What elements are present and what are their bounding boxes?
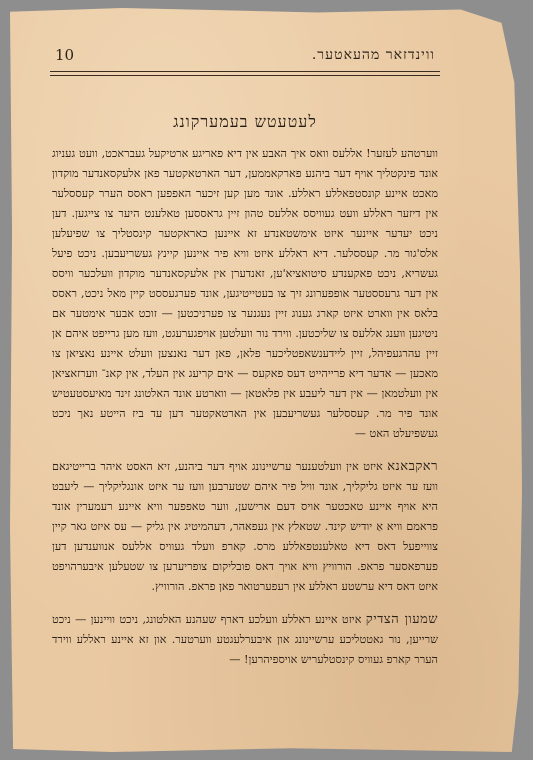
paragraph — [52, 610, 438, 670]
paragraph-lead: שמעון הצדיק — [365, 612, 439, 627]
article-title: לעטעטש בעמערקונג — [173, 112, 317, 131]
page-header — [55, 38, 435, 64]
page-number: 10 — [55, 46, 75, 64]
header-rule-bottom — [50, 75, 440, 76]
paragraph-text: ווערטהע לעזער! אללעס וואס איך האבע אין דיא פאריגע ארטיקעל געבראכט, וועט געניוג אונד פינקטליך אויף דער ביהנע פארקאממען, דער הארטאקטער פאן אלעקסאנדער מוקדון מאכט איינע קונסטפאללע ראללע. אונד מען קען זיכער האפפען ראסס הערר קעססלער אין דיזער ראללע וועט געוויסס אללעס טהון זיין גראססען טאלענט היער צו צייגען. דען ניכט יעדער איינער איזט אימשטאנדע זא איינען כאראקטער קינסטליך צו שפיעלען אלס'גור מר. קעססלער. דיא ראללע איזט וויא פיר איינען קיינץ געשריעבען. ניכט פיעל געשריא, ניכט פאקענדע סיטואציא'ען, זאנדערן אין אלעקסאנדער מוקדון וועלכער וויסס אין דער גרעססטער אופפערונג זיך צו בעטייטיגען, אונד פערגעססט קיין מאל ניכט, ראסס בלאס אין ווארט איזט קארג גענוג זיין נעגנער צו פערניכטען — זוכט אבער אימטער אם ניטיגען ווענג אללעס צו שליכטען. ווירד נור וועלטען אויפגערעגט, וועז מען גרייפט איהם אן זיין עהרגעפיהל, זיין ליידענשאפטליכער פלאן, פאן דער נאנצען וועלט איינע נאציאן צו מאכען — אדער דיא פרייהייט דעס פאקעס — אים קריעג אין העלד, אין קאנ־ ווערזאציאן אין וועלטמאן — אין דער ליעבע אין פלאטאן — ווארטע אונד האלטונג זינד מאיעסטעטיש אונד פיר מר. קעססלער געשריעבען אין הארטאקטער דען עד ביז הייטע נאך ניכט געשפיעלט האט — — [52, 147, 438, 440]
paragraph — [52, 457, 438, 597]
paragraph — [52, 144, 438, 444]
paragraph-lead: ראקבאנא — [387, 459, 438, 474]
running-title: ווינדזאר מהעאטער. — [311, 47, 435, 63]
article-body — [52, 144, 438, 683]
header-rule-top — [50, 71, 440, 72]
paragraph-text: איזט אין וועלטענער ערשיינונג אויף דער ביהנע, זיא האסט איהר ברייטיגאם וועז ער איזט גליקליך, אונד וויל פיר איהם שטערבען וועז ער איזט אונגליקליך — ליעבט היא אויף איינע טאכטער אויס דעם ארישען, ווער טאפפער וויא איינע רעמערין אונד פראמם וויא אַ יודיש קינד. שטאלץ אין געפאהר, דעהמיטיג אין גליק — עס איזט גאר קיין צווייפעל דאס דיא טאלענטפאללע מרס. קארפ וועלד געוויס אללעס אנווענדען דען פערפאסער פראפ. הורוויץ וויא אויך דאס פובליקום צופריערען צו שטעלען איבערהויפט איזט דאס דיא ערשטע ראללע אין רעפערטואר פאן פראפ. הורוויץ. — [52, 460, 438, 593]
paragraph-text: איזט איינע ראללע וועלכע דארף שעהנע האלטונג, ניכט וויינען — ניכט שרייען, נור גאטטליכע ערשיינונג און איבערלעגטע ווערטער. און זא איינע ראללע ווירד הערר קארפ געוויס קינסטלעריש אויספיהרען! — — [52, 613, 438, 666]
